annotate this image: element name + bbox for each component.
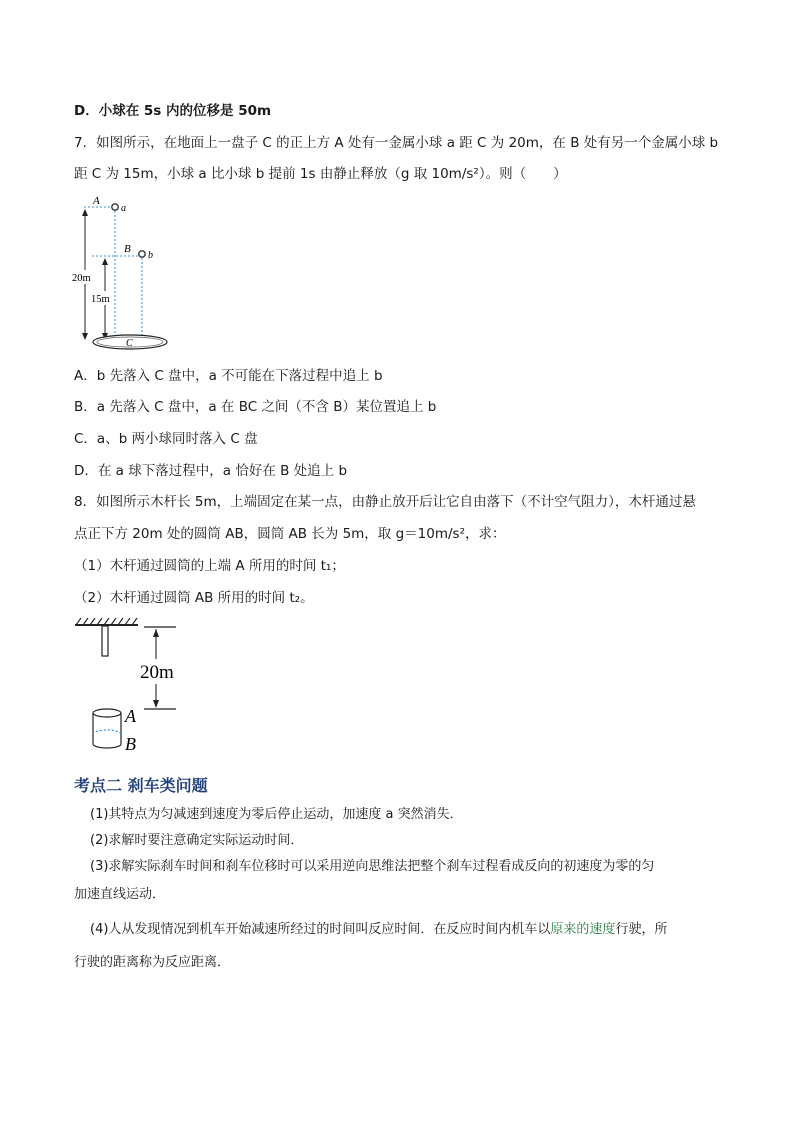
q8-label-B: B (125, 734, 136, 754)
q7-label-15m: 15m (91, 294, 110, 305)
q8-stem-line1: 8．如图所示木杆长 5m，上端固定在某一点，由静止放开后让它自由落下（不计空气阻力），木杆通过悬 (74, 494, 696, 510)
q7-label-A: A (93, 195, 100, 207)
q7-stem-line1: 7．如图所示，在地面上一盘子 C 的正上方 A 处有一金属小球 a 距 C 为 20m，在 B 处有另一个金属小球 b (74, 135, 719, 151)
q8-sub2: （2）木杆通过圆筒 AB 所用的时间 t₂。 (74, 590, 314, 606)
q8-figure (70, 615, 190, 755)
section-p1: (1)其特点为匀减速到速度为零后停止运动，加速度 a 突然消失． (90, 807, 463, 822)
ball-a (112, 204, 118, 210)
section-p4-line2: 行驶的距离称为反应距离． (74, 955, 231, 970)
q7-label-B: B (124, 243, 131, 255)
original-speed-link[interactable]: 原来的速度 (550, 922, 616, 937)
q8-label-A: A (125, 706, 136, 726)
section-p3-line2: 加速直线运动． (74, 887, 166, 902)
q7-option-a: A．b 先落入 C 盘中，a 不可能在下落过程中追上 b (74, 368, 383, 384)
q7-figure (70, 192, 180, 357)
q6-option-d: D．小球在 5s 内的位移是 50m (74, 103, 272, 119)
q7-option-c: C．a、b 两小球同时落入 C 盘 (74, 431, 258, 447)
q7-option-d: D．在 a 球下落过程中，a 恰好在 B 处追上 b (74, 463, 348, 479)
q8-stem-line2: 点正下方 20m 处的圆筒 AB，圆筒 AB 长为 5m，取 g＝10m/s²，求： (74, 526, 506, 542)
section-p4-line1 (90, 920, 667, 940)
q7-stem-line2: 距 C 为 15m，小球 a 比小球 b 提前 1s 由静止释放（g 取 10m/s²）。则（ ） (74, 166, 567, 182)
section-p4-text-c: 行驶，所 (615, 922, 668, 937)
cylinder-ab (93, 709, 121, 748)
section-p2: (2)求解时要注意确定实际运动时间． (90, 833, 304, 848)
q7-label-a: a (121, 203, 126, 214)
q7-label-20m: 20m (72, 273, 91, 284)
section-p4-text-a: (4)人从发现情况到机车开始减速所经过的时间叫反应时间．在反应时间内机车以 (90, 922, 551, 937)
section-heading: 考点二 刹车类问题 (74, 776, 208, 795)
q7-label-b: b (148, 250, 153, 261)
q8-label-20m: 20m (140, 662, 174, 683)
q7-label-C: C (126, 338, 133, 349)
section-p3-line1: (3)求解实际刹车时间和刹车位移时可以采用逆向思维法把整个刹车过程看成反向的初速度为零的匀 (90, 859, 655, 874)
q8-sub1: （1）木杆通过圆筒的上端 A 所用的时间 t₁； (74, 558, 345, 574)
q7-option-b: B．a 先落入 C 盘中，a 在 BC 之间（不含 B）某位置追上 b (74, 399, 437, 415)
wooden-rod (102, 626, 108, 656)
ball-b (139, 251, 145, 257)
